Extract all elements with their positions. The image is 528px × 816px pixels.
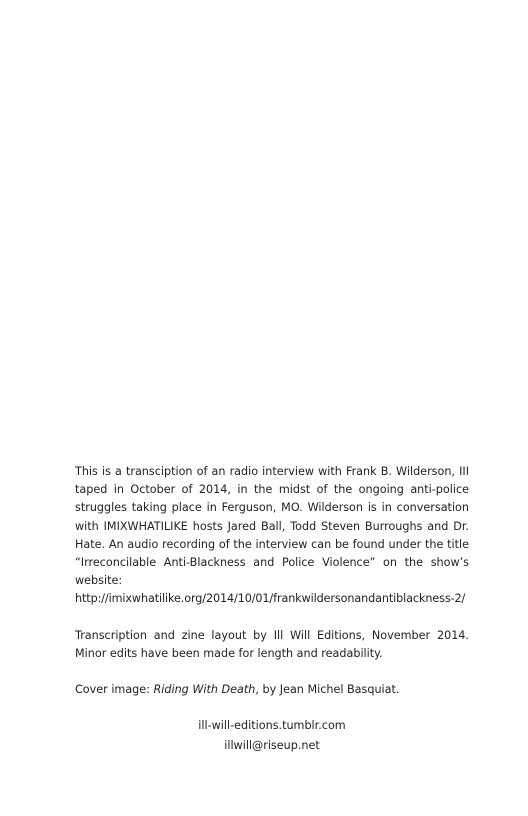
intro-text: This is a transciption of an radio interview with Frank B. Wilderson, III taped in October of 2014, in the midst of the ongoing anti-police struggles taking place in Ferguson, MO. Wilderson is in conversation with IMIXWHATILIKE hosts Jared Ball, Todd Steven Burroughs and Dr. Hate. An audio recording of the interview can be found under the title “Irreconcilable Anti-Blackness and Police Violence” on the show’s website: bbox=[75, 465, 469, 588]
contact-block bbox=[75, 716, 469, 756]
cover-credit bbox=[75, 681, 469, 699]
intro-paragraph bbox=[75, 463, 469, 609]
interview-url: http://imixwhatilike.org/2014/10/01/frankwildersonandantiblackness-2/ bbox=[75, 592, 466, 606]
website-link: ill-will-editions.tumblr.com bbox=[198, 719, 346, 733]
colophon bbox=[75, 463, 469, 756]
cover-title: Riding With Death bbox=[153, 683, 256, 697]
cover-suffix: , by Jean Michel Basquiat. bbox=[255, 683, 400, 697]
cover-prefix: Cover image: bbox=[75, 683, 154, 697]
email-address: illwill@riseup.net bbox=[224, 739, 320, 753]
credits-paragraph: Transcription and zine layout by Ill Will Editions, November 2014. Minor edits have been made for length and readability. bbox=[75, 628, 469, 660]
